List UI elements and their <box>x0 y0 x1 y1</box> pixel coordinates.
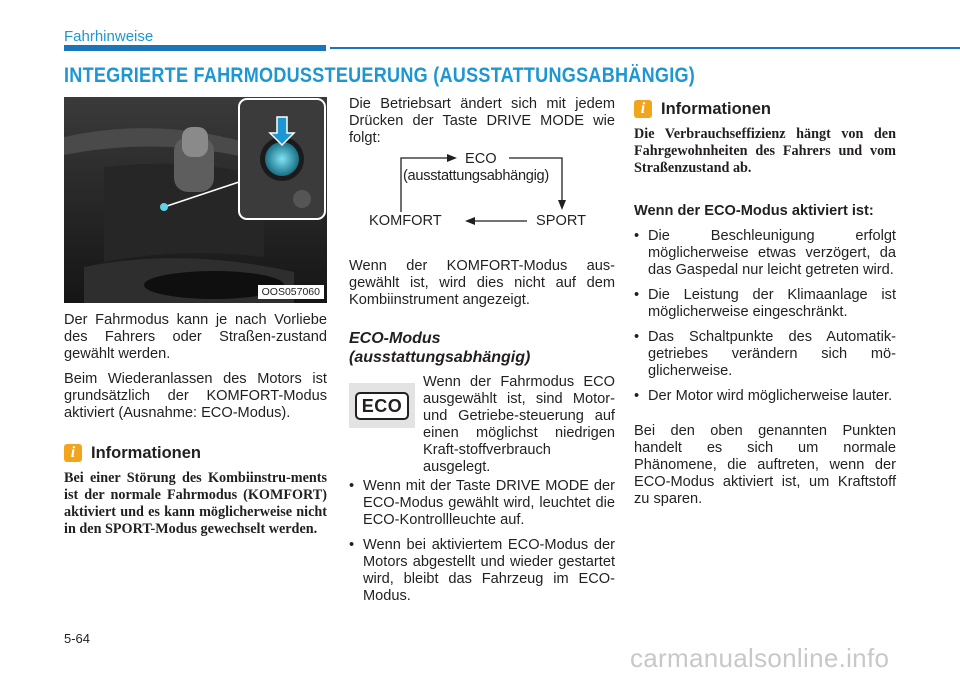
list-item: • Die Beschleunigung erfolgt möglicherweise etwas verzögert, da das Gaspedal nur leicht getreten wird. <box>634 228 896 279</box>
list-item: • Die Leistung der Klimaanlage ist möglicherweise eingeschränkt. <box>634 287 896 321</box>
list-item: • Das Schaltpunkte des Automatik-getriebes verändern sich mö-glicherweise. <box>634 329 896 380</box>
eco-mode-heading <box>349 329 615 367</box>
column-left <box>64 312 327 546</box>
paragraph-mode-change: Die Betriebsart ändert sich mit jedem Drücken der Taste DRIVE MODE wie folgt: <box>349 96 615 146</box>
paragraph-komfort: Wenn der KOMFORT-Modus aus-gewählt ist, wird dies nicht auf dem Kombiinstrument angezeigt. <box>349 258 615 308</box>
info-text: Bei einer Störung des Kombiinstru-ments ist der normale Fahrmodus (KOMFORT) aktiviert und es kann möglicherweise nicht in den SPORT-Modus gewechselt werden. <box>64 470 327 537</box>
chapter-label: Fahrhinweise <box>64 28 154 45</box>
header-rule <box>330 47 960 49</box>
column-middle-lower <box>349 258 615 375</box>
eco-bullet-list <box>349 478 615 605</box>
header-bar <box>64 45 326 51</box>
eco-effects-list <box>634 228 896 405</box>
flow-komfort: KOMFORT <box>369 213 442 229</box>
mode-flow-diagram <box>349 146 615 236</box>
info-icon: i <box>64 444 82 462</box>
paragraph-restart: Beim Wiederanlassen des Motors ist grundsätzlich der KOMFORT-Modus aktiviert (Ausnahme: ECO-Modus). <box>64 371 327 421</box>
flow-eco: ECO <box>465 151 497 167</box>
info-heading <box>634 100 896 118</box>
info-icon: i <box>634 100 652 118</box>
eco-indicator <box>349 383 415 428</box>
info-title: Informationen <box>661 99 771 118</box>
section-title: INTEGRIERTE FAHRMODUSSTEUERUNG (AUSSTATTUNGSABHÄNGIG) <box>64 64 696 87</box>
list-item: • Wenn bei aktiviertem ECO-Modus der Motors abgestellt und wieder gestartet wird, bleibt das Fahrzeug im ECO-Modus. <box>349 537 615 605</box>
flow-eco-sub: (ausstattungsabhängig) <box>403 168 549 184</box>
list-item: • Der Motor wird möglicherweise lauter. <box>634 388 896 405</box>
column-right <box>634 100 896 516</box>
eco-mode-heading-line2: (ausstattungsabhängig) <box>349 349 531 366</box>
eco-mode-heading-line1: ECO-Modus <box>349 330 441 347</box>
eco-badge: ECO <box>355 392 410 420</box>
info-heading <box>64 444 327 462</box>
info-text: Die Verbrauchseffizienz hängt von den Fahrgewohnheiten des Fahrers und vom Straßenzustand ab. <box>634 126 896 176</box>
console-illustration <box>64 97 327 303</box>
paragraph-closing: Bei den oben genannten Punkten handelt es sich um normale Phänomene, die auftreten, wenn der ECO-Modus aktiviert ist, um Kraftstoff zu sparen. <box>634 423 896 507</box>
list-item: • Wenn mit der Taste DRIVE MODE der ECO-Modus gewählt wird, leuchtet die ECO-Kontrollleuchte auf. <box>349 478 615 529</box>
eco-active-heading: Wenn der ECO-Modus aktiviert ist: <box>634 203 874 219</box>
column-middle-bullets <box>349 478 615 613</box>
info-title: Informationen <box>91 443 201 462</box>
photo-code: OOS057060 <box>258 285 324 299</box>
eco-description: Wenn der Fahrmodus ECO ausgewählt ist, sind Motor- und Getriebe-steuerung auf einen möglichst niedrigen Kraft-stoffverbrauch ausgelegt. <box>423 374 615 475</box>
flow-sport: SPORT <box>536 213 587 229</box>
watermark: carmanualsonline.info <box>630 643 890 673</box>
page-number: 5-64 <box>64 631 91 646</box>
paragraph-intro: Der Fahrmodus kann je nach Vorliebe des Fahrers oder Straßen-zustand gewählt werden. <box>64 312 327 362</box>
drive-mode-photo <box>64 97 327 303</box>
